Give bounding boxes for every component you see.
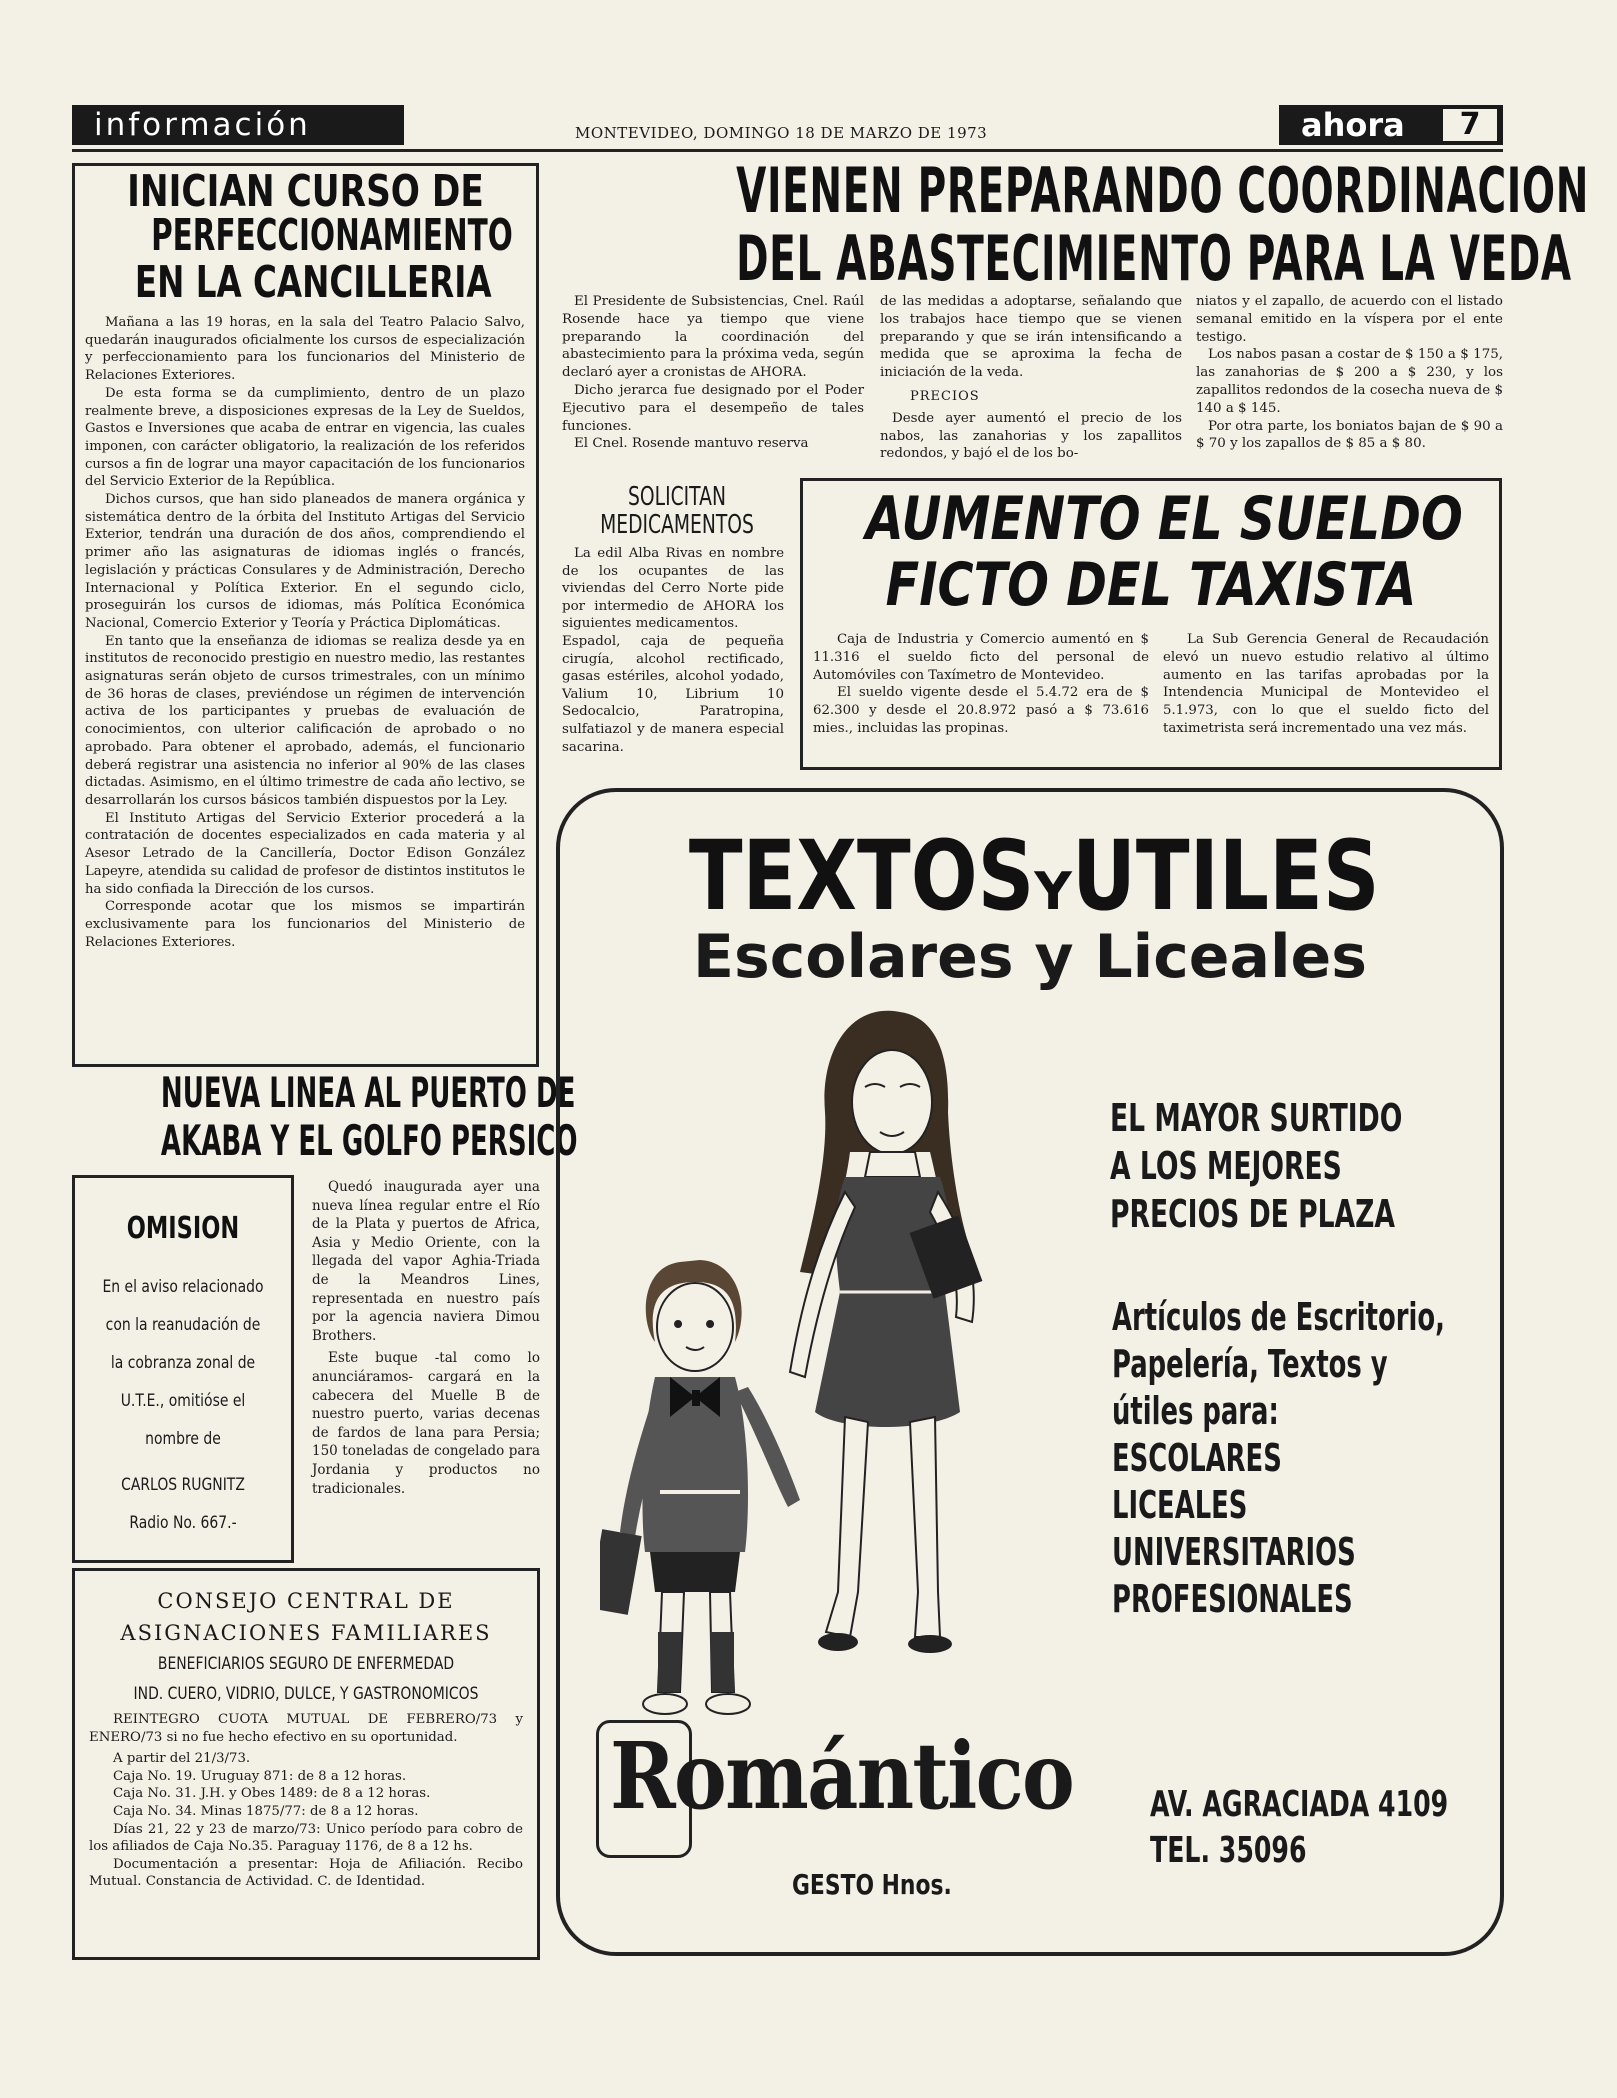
- ad-title-textos: TEXTOS: [688, 820, 1035, 932]
- ad-articles: [1112, 1294, 1502, 1623]
- paragraph: En tanto que la enseñanza de idiomas se realiza desde ya en institutos de reconocido prestigio en nuestro medio, las restantes asignaturas serán objeto de cursos trimestrales, con un mínimo de 36 horas de clases, previéndose un régimen de intervención activa de los participantes y pruebas de evaluación de conocimientos, con ulterior calificación de aprobado o no aprobado. Para obtener el aprobado, además, el funcionario deberá registrar una asistencia no inferior al 90% de las clases dictadas. Asimismo, en el último trimestre de cada año lectivo, se desarrollarán los cursos básicos también dispuestos por la Ley.: [85, 633, 525, 808]
- section-label: información: [94, 107, 311, 143]
- ad-tagline-line: A LOS MEJORES: [1110, 1144, 1342, 1188]
- veda-headline: [562, 154, 1590, 295]
- consejo-line: Documentación a presentar: Hoja de Afiliación. Recibo Mutual. Constancia de Actividad. C. de Identidad.: [89, 1856, 523, 1890]
- store-phone: TEL. 35096: [1150, 1830, 1307, 1871]
- paragraph: El Instituto Artigas del Servicio Exterior procederá a la contratación de docentes especializados en cada materia y al Asesor Letrado de la Cancillería, Doctor Edison González Lapeyre, atendida su calidad de profesor de distintos institutos le ha sido confiada la Dirección de los cursos.: [85, 810, 525, 897]
- paragraph: Mañana a las 19 horas, en la sala del Teatro Palacio Salvo, quedarán inaugurados oficialmente los cursos de especialización y perfeccionamiento para los funcionarios del Ministerio de Relaciones Exteriores.: [85, 315, 525, 384]
- ad-title: [560, 820, 1500, 932]
- medicamentos-headline: [562, 483, 792, 539]
- taxista-headline-line: AUMENTO EL SUELDO: [865, 484, 1463, 554]
- consejo-subtitle-line: IND. CUERO, VIDRIO, DULCE, Y GASTRONOMICOS: [133, 1684, 479, 1704]
- veda-col-2: [880, 293, 1182, 463]
- medicamentos-body: [562, 545, 784, 756]
- paragraph: El Presidente de Subsistencias, Cnel. Raúl Rosende hace ya tiempo que viene preparando la coordinación del abastecimiento para la próxima veda, según declaró ayer a cronistas de AHORA.: [562, 294, 864, 381]
- paragraph: Quedó inaugurada ayer una nueva línea regular entre el Río de la Plata y puertos de Africa, Asia y Medio Oriente, con la llegada del vapor Aghia-Triada de la Meandros Lines, representada en nuestro país por la agencia naviera Dimou Brothers.: [312, 1179, 540, 1344]
- textos-utiles-ad: [556, 788, 1504, 1956]
- taxista-headline-line: FICTO DEL TAXISTA: [885, 550, 1417, 620]
- store-contact: [1150, 1782, 1504, 1874]
- brand-name: Romántico: [610, 1722, 1074, 1830]
- taxista-col-2: [1163, 631, 1489, 738]
- taxista-headline: [803, 484, 1499, 621]
- boy-figure: [600, 1260, 800, 1714]
- ad-articles-line: Artículos de Escritorio,: [1112, 1295, 1445, 1339]
- ad-articles-line: Papelería, Textos y: [1112, 1342, 1388, 1386]
- ad-tagline: [1110, 1094, 1500, 1238]
- consejo-title-line: ASIGNACIONES FAMILIARES: [120, 1621, 492, 1645]
- issue-date: MONTEVIDEO, DOMINGO 18 DE MARZO DE 1973: [575, 124, 988, 142]
- ad-tagline-line: PRECIOS DE PLAZA: [1110, 1192, 1396, 1236]
- paragraph: El Cnel. Rosende mantuvo reserva: [574, 436, 809, 452]
- paragraph: Corresponde acotar que los mismos se impartirán exclusivamente para los funcionarios del Ministerio de Relaciones Exteriores.: [85, 899, 525, 950]
- omision-title: OMISION: [126, 1211, 240, 1246]
- omision-line: Radio No. 667.-: [129, 1513, 237, 1533]
- consejo-line: Caja No. 19. Uruguay 871: de 8 a 12 horas.: [113, 1768, 407, 1784]
- ad-audience-item: ESCOLARES: [1112, 1436, 1282, 1480]
- ad-title-utiles: UTILES: [1071, 820, 1380, 932]
- paragraph: Desde ayer aumentó el precio de los nabos, las zanahorias y los zapallitos redondos, y bajó el de los bo-: [880, 410, 1182, 462]
- consejo-line: Días 21, 22 y 23 de marzo/73: Unico período para cobro de los afiliados de Caja No.35. Paraguay 1176, de 8 a 12 hs.: [89, 1821, 523, 1855]
- paragraph: Caja de Industria y Comercio aumentó en $ 11.316 el sueldo ficto del personal de Automóviles con Taxímetro de Montevideo.: [813, 632, 1149, 683]
- consejo-subtitle: [85, 1649, 528, 1709]
- veda-headline-line: VIENEN PREPARANDO COORDINACION: [736, 154, 1590, 227]
- masthead-rule: [72, 149, 1503, 152]
- taxista-col-1: [813, 631, 1149, 738]
- girl-figure: [790, 1011, 982, 1653]
- ad-title-y: Y: [1034, 862, 1072, 922]
- omision-notice: [72, 1175, 294, 1563]
- omision-line: En el aviso relacionado: [102, 1277, 264, 1297]
- akaba-headline-line: NUEVA LINEA AL PUERTO DE: [160, 1068, 576, 1117]
- brand-maker: GESTO Hnos.: [792, 1868, 952, 1901]
- consejo-notice: [72, 1568, 540, 1960]
- curso-headline-line: INICIAN CURSO DE: [127, 166, 484, 217]
- page-number: 7: [1443, 109, 1497, 141]
- veda-col-3: [1196, 293, 1503, 453]
- paragraph: Dichos cursos, que han sido planeados de manera orgánica y sistemática dentro de la órbita del Instituto Artigas del Servicio Exterior, tendrán una duración de dos años, comprendiendo el primer año las asignaturas de idiomas inglés o francés, legislación y prácticas Consulares y de Administración, Derecho Internacional y Política Exterior. En el segundo ciclo, proseguirán los cursos de idiomas, más Política Económica Nacional, Comercio Exterior y Teoría y Práctica Diplomáticas.: [85, 492, 525, 631]
- store-address: AV. AGRACIADA 4109: [1150, 1784, 1449, 1825]
- consejo-line: REINTEGRO CUOTA MUTUAL DE FEBRERO/73 y ENERO/73 si no fue hecho efectivo en su oportunidad.: [89, 1712, 523, 1745]
- brand-label: ahora: [1301, 106, 1405, 144]
- omision-line: U.T.E., omitióse el: [120, 1391, 246, 1411]
- ad-audience-item: LICEALES: [1112, 1483, 1248, 1527]
- medicamentos-headline-line: MEDICAMENTOS: [600, 510, 754, 540]
- medicamentos-headline-line: SOLICITAN: [628, 482, 726, 512]
- paragraph: El sueldo vigente desde el 5.4.72 era de $ 62.300 y desde el 20.8.972 pasó a $ 73.616 mies., incluidas las propinas.: [813, 685, 1149, 736]
- paragraph: Los nabos pasan a costar de $ 150 a $ 175, las zanahorias de $ 200 a $ 230, y los zapallitos redondos de la cosecha nueva de $ 140 a $ 145.: [1196, 347, 1503, 416]
- curso-headline-line: EN LA CANCILLERIA: [134, 257, 492, 308]
- omision-line: la cobranza zonal de: [110, 1353, 256, 1373]
- ad-articles-line: útiles para:: [1112, 1389, 1279, 1433]
- curso-headline-line: PERFECCIONAMIENTO: [151, 210, 513, 261]
- omision-body: [76, 1268, 289, 1542]
- curso-headline: [75, 166, 536, 308]
- children-illustration: [600, 992, 1020, 1752]
- veda-col-1: [562, 293, 864, 453]
- consejo-title-line: CONSEJO CENTRAL DE: [157, 1589, 455, 1613]
- omision-line: con la reanudación de: [105, 1315, 261, 1335]
- consejo-title: [75, 1585, 537, 1649]
- omision-line: nombre de: [145, 1429, 221, 1449]
- ad-subtitle: Escolares y Liceales: [693, 922, 1367, 992]
- consejo-subtitle-line: BENEFICIARIOS SEGURO DE ENFERMEDAD: [157, 1654, 455, 1674]
- paragraph: De esta forma se da cumplimiento, dentro de un plazo realmente breve, a disposiciones expresas de la Ley de Sueldos, Gastos e Inversiones que acaba de entrar en vigencia, las cuales imponen, con carácter obligatorio, la realización de los referidos cursos a fin de lograr una mayor capacitación de los funcionarios del Servicio Exterior de la República.: [85, 385, 525, 490]
- akaba-headline-line: AKABA Y EL GOLFO PERSICO: [160, 1116, 578, 1165]
- paragraph: La Sub Gerencia General de Recaudación elevó un nuevo estudio relativo al último aumento en las tarifas aprobadas por la Intendencia Municipal de Montevideo el 5.1.973, con lo que el sueldo ficto del taximetrista será incrementado una vez más.: [1163, 632, 1489, 736]
- paragraph: Este buque -tal como lo anunciáramos- cargará en la cabecera del Muelle B de nuestro puerto, varias decenas de fardos de lana para Persia; 150 toneladas de congelado para Jordania y productos no tradicionales.: [312, 1350, 540, 1497]
- consejo-line: A partir del 21/3/73.: [113, 1751, 251, 1767]
- akaba-headline: [72, 1068, 578, 1165]
- brand-banner: [1279, 105, 1503, 145]
- consejo-line: Caja No. 34. Minas 1875/77: de 8 a 12 horas.: [113, 1803, 419, 1819]
- curso-article: [72, 163, 539, 1067]
- veda-headline-line: DEL ABASTECIMIENTO PARA LA VEDA: [736, 222, 1572, 295]
- paragraph: La edil Alba Rivas en nombre de los ocupantes de las viviendas del Cerro Norte pide por intermedio de AHORA los siguientes medicamentos.: [562, 546, 784, 632]
- curso-body: [85, 314, 525, 951]
- paragraph: Por otra parte, los boniatos bajan de $ 90 a $ 70 y los zapallos de $ 85 a $ 80.: [1196, 418, 1503, 452]
- paragraph: Espadol, caja de pequeña cirugía, alcohol rectificado, gasas estériles, alcohol yodado, Valium 10, Librium 10 Sedocalcio, Paratropina, sulfatiazol y de manera especial sacarina.: [562, 633, 784, 755]
- ad-audience-item: PROFESIONALES: [1112, 1577, 1353, 1621]
- taxista-article: [800, 478, 1502, 770]
- akaba-body: [312, 1178, 540, 1498]
- omision-line: CARLOS RUGNITZ: [121, 1475, 245, 1495]
- consejo-line: Caja No. 31. J.H. y Obes 1489: de 8 a 12 horas.: [113, 1786, 431, 1802]
- paragraph: Dicho jerarca fue designado por el Poder Ejecutivo para el desempeño de tales funciones.: [562, 382, 864, 434]
- section-banner: [72, 105, 404, 145]
- paragraph: de las medidas a adoptarse, señalando que los trabajos hace tiempo que se vienen preparando y que se irán intensificando a medida que se aproxima la fecha de iniciación de la veda.: [880, 294, 1182, 381]
- ad-tagline-line: EL MAYOR SURTIDO: [1110, 1096, 1403, 1140]
- paragraph: niatos y el zapallo, de acuerdo con el listado semanal emitido en la víspera por el ente testigo.: [1196, 294, 1503, 345]
- ad-audience-item: UNIVERSITARIOS: [1112, 1530, 1356, 1574]
- precios-subhead: PRECIOS: [910, 388, 980, 404]
- consejo-body: [75, 1709, 537, 1891]
